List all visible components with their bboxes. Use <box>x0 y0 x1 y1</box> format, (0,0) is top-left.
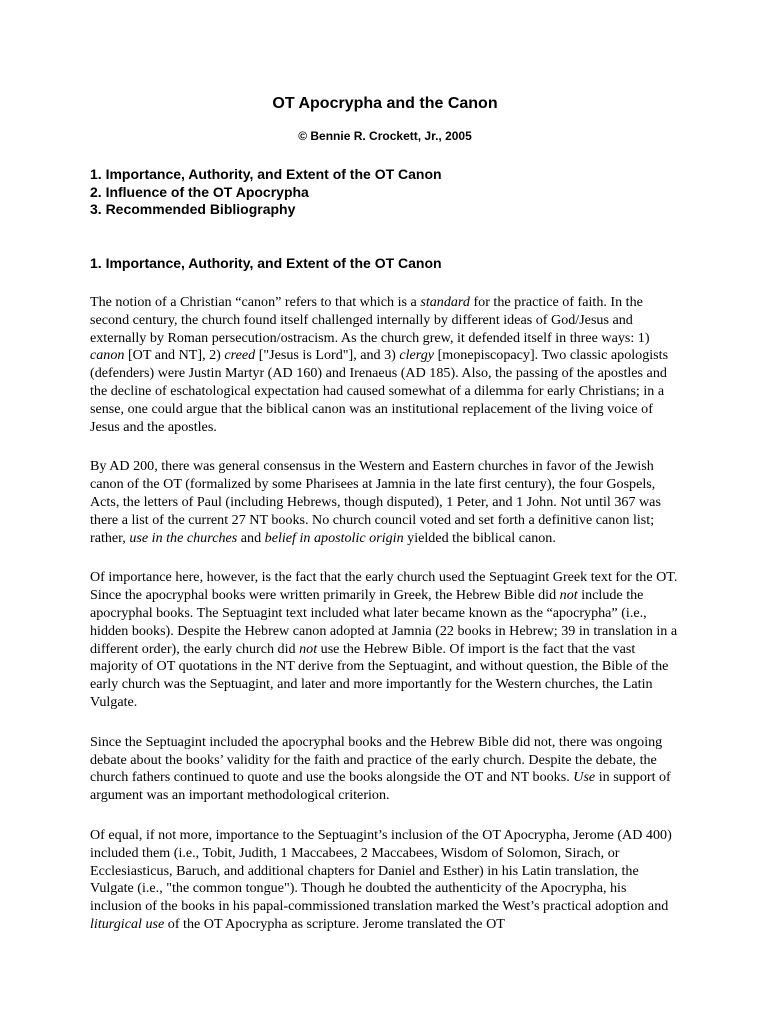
body-text: of the OT Apocrypha as scripture. Jerome translated the OT <box>164 915 505 932</box>
body-text: By AD 200, there was general consensus in the Western and Eastern churches in favor of the Jewish canon of the OT (formalized by some Pharisees at Jamnia in the late first century), the four Gospels, Acts, the letters of Paul (including Hebrews, though disputed), 1 Peter, and 1 John. Not until 367 was there a list of the current 27 NT books. No church council voted and set forth a definitive canon list; rather, <box>90 458 661 546</box>
body-text: in support of argument was an important methodological criterion. <box>90 769 671 804</box>
body-text: Of equal, if not more, importance to the Septuagint’s inclusion of the OT Apocrypha, Jerome (AD 400) included them (i.e., Tobit, Judith, 1 Maccabees, 2 Maccabees, Wisdom of Solomon, Sirach, or Ecclesiasticus, Baruch, and additional chapters for Daniel and Esther) in his Latin translation, the Vulgate (i.e., "the common tongue"). Though he doubted the authenticity of the Apocrypha, his inclusion of the books in his papal-commissioned translation marked the West’s practical adoption and <box>90 826 672 915</box>
paragraph <box>90 827 680 934</box>
body-text: The notion of a Christian “canon” refers to that which is a <box>90 294 421 310</box>
emphasis-text: not <box>299 640 318 657</box>
section-heading: 1. Importance, Authority, and Extent of the OT Canon <box>90 254 442 271</box>
toc-item: 2. Influence of the OT Apocrypha <box>90 183 309 200</box>
document-title: OT Apocrypha and the Canon <box>272 95 498 112</box>
emphasis-text: canon <box>90 347 125 364</box>
emphasis-text: liturgical use <box>90 915 165 932</box>
toc-item: 3. Recommended Bibliography <box>90 201 296 217</box>
body-text: for the practice of faith. In the second century, the church found itself challenged internally by different ideas of God/Jesus and externally by Roman persecution/ostracism. As the church grew, it defended itself in three ways: 1) <box>90 294 650 346</box>
body-text: yielded the biblical canon. <box>403 529 556 546</box>
paragraph <box>90 734 680 805</box>
body-text: [monepiscopacy]. Two classic apologists (defenders) were Justin Martyr (AD 160) and Irenaeus (AD 185). Also, the passing of the apostles and the decline of eschatological expectation had caused somewhat of a dilemma for early Christians; in a sense, one could argue that the biblical canon was an institutional replacement of the living voice of Jesus and the apostles. <box>90 347 669 435</box>
body-text: Of importance here, however, is the fact that the early church used the Septuagint Greek text for the OT. Since the apocryphal books were written primarily in Greek, the Hebrew Bible did <box>90 569 678 604</box>
emphasis-text: creed <box>224 347 256 364</box>
body-text: Since the Septuagint included the apocryphal books and the Hebrew Bible did not, there was ongoing debate about the books’ validity for the faith and practice of the early church. Despite the debate, the church fathers continued to quote and use the books alongside the OT and NT books. <box>90 733 663 786</box>
body-text: and <box>237 529 265 546</box>
emphasis-text: standard <box>420 294 470 310</box>
author-line: © Bennie R. Crockett, Jr., 2005 <box>298 129 472 143</box>
paragraph <box>90 458 680 547</box>
emphasis-text: clergy <box>399 347 435 364</box>
emphasis-text: belief in apostolic origin <box>264 529 404 546</box>
table-of-contents <box>90 166 680 219</box>
body-text: include the apocryphal books. The Septuagint text included what later became known as the “apocrypha” (i.e., hidden books). Despite the Hebrew canon adopted at Jamnia (22 books in Hebrew; 39 in translation in a different order), the early church did <box>90 587 678 657</box>
emphasis-text: use in the churches <box>129 529 238 546</box>
body-text: ["Jesus is Lord"], and 3) <box>255 347 400 364</box>
toc-item: 1. Importance, Authority, and Extent of the OT Canon <box>90 166 442 182</box>
emphasis-text: Use <box>573 769 596 786</box>
paragraph <box>90 294 680 436</box>
body-text: use the Hebrew Bible. Of import is the fact that the vast majority of OT quotations in the NT derive from the Septuagint, and without question, the Bible of the early church was the Septuagint, and later and more importantly for the Western churches, the Latin Vulgate. <box>90 640 669 710</box>
emphasis-text: not <box>559 587 578 604</box>
body-text: [OT and NT], 2) <box>124 347 225 364</box>
paragraph <box>90 569 680 711</box>
